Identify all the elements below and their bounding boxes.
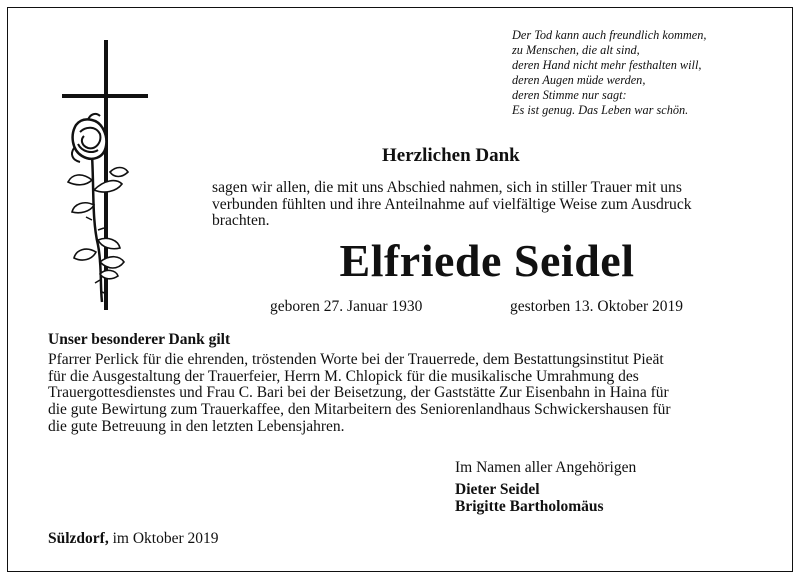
signer-name: Brigitte Bartholomäus bbox=[455, 498, 604, 515]
poem-line: deren Hand nicht mehr festhalten will, bbox=[512, 57, 702, 72]
poem-line: zu Menschen, die alt sind, bbox=[512, 42, 640, 57]
intro-line: brachten. bbox=[212, 212, 270, 230]
poem-line: deren Stimme nur sagt: bbox=[512, 87, 627, 102]
intro-text bbox=[212, 180, 760, 230]
intro-line: sagen wir allen, die mit uns Abschied nahmen, sich in stiller Trauer mit uns bbox=[212, 179, 682, 196]
special-thanks-line: für die Ausgestaltung der Trauerfeier, Herrn M. Chlopick für die musikalische Umrahmung des bbox=[48, 367, 639, 385]
place-and-date bbox=[48, 530, 219, 548]
place-name: Sülzdorf, bbox=[48, 530, 109, 547]
intro-line: verbunden fühlten und ihre Anteilnahme auf vielfältige Weise zum Ausdruck bbox=[212, 195, 692, 213]
poem bbox=[512, 28, 782, 117]
deceased-name: Elfriede Seidel bbox=[339, 235, 635, 286]
special-thanks-line: die gute Bewirtung zum Trauerkaffee, den Mitarbeitern des Seniorenlandhaus Schwickershausen für bbox=[48, 401, 671, 419]
death-date: gestorben 13. Oktober 2019 bbox=[510, 298, 684, 315]
poem-line: Der Tod kann auch freundlich kommen, bbox=[512, 28, 707, 42]
notice-date: im Oktober 2019 bbox=[108, 530, 219, 547]
signer-name: Dieter Seidel bbox=[455, 481, 540, 498]
special-thanks-line: die gute Betreuung in den letzten Lebensjahren. bbox=[48, 417, 345, 435]
special-thanks-line: Trauergottesdienstes und Frau C. Bari bei der Beisetzung, der Gaststätte Zur Eisenbahn in Haina für bbox=[48, 384, 669, 402]
birth-date: geboren 27. Januar 1930 bbox=[270, 298, 423, 315]
special-thanks-text bbox=[48, 352, 768, 436]
thanks-title: Herzlichen Dank bbox=[382, 145, 520, 166]
poem-line: deren Augen müde werden, bbox=[512, 72, 646, 87]
family-intro: Im Namen aller Angehörigen bbox=[455, 459, 637, 476]
special-thanks-heading: Unser besonderer Dank gilt bbox=[48, 331, 231, 348]
special-thanks-line: Pfarrer Perlick für die ehrenden, tröstenden Worte bei der Trauerrede, dem Bestattungsinstitut Pieät bbox=[48, 351, 664, 368]
poem-line: Es ist genug. Das Leben war schön. bbox=[512, 102, 689, 117]
